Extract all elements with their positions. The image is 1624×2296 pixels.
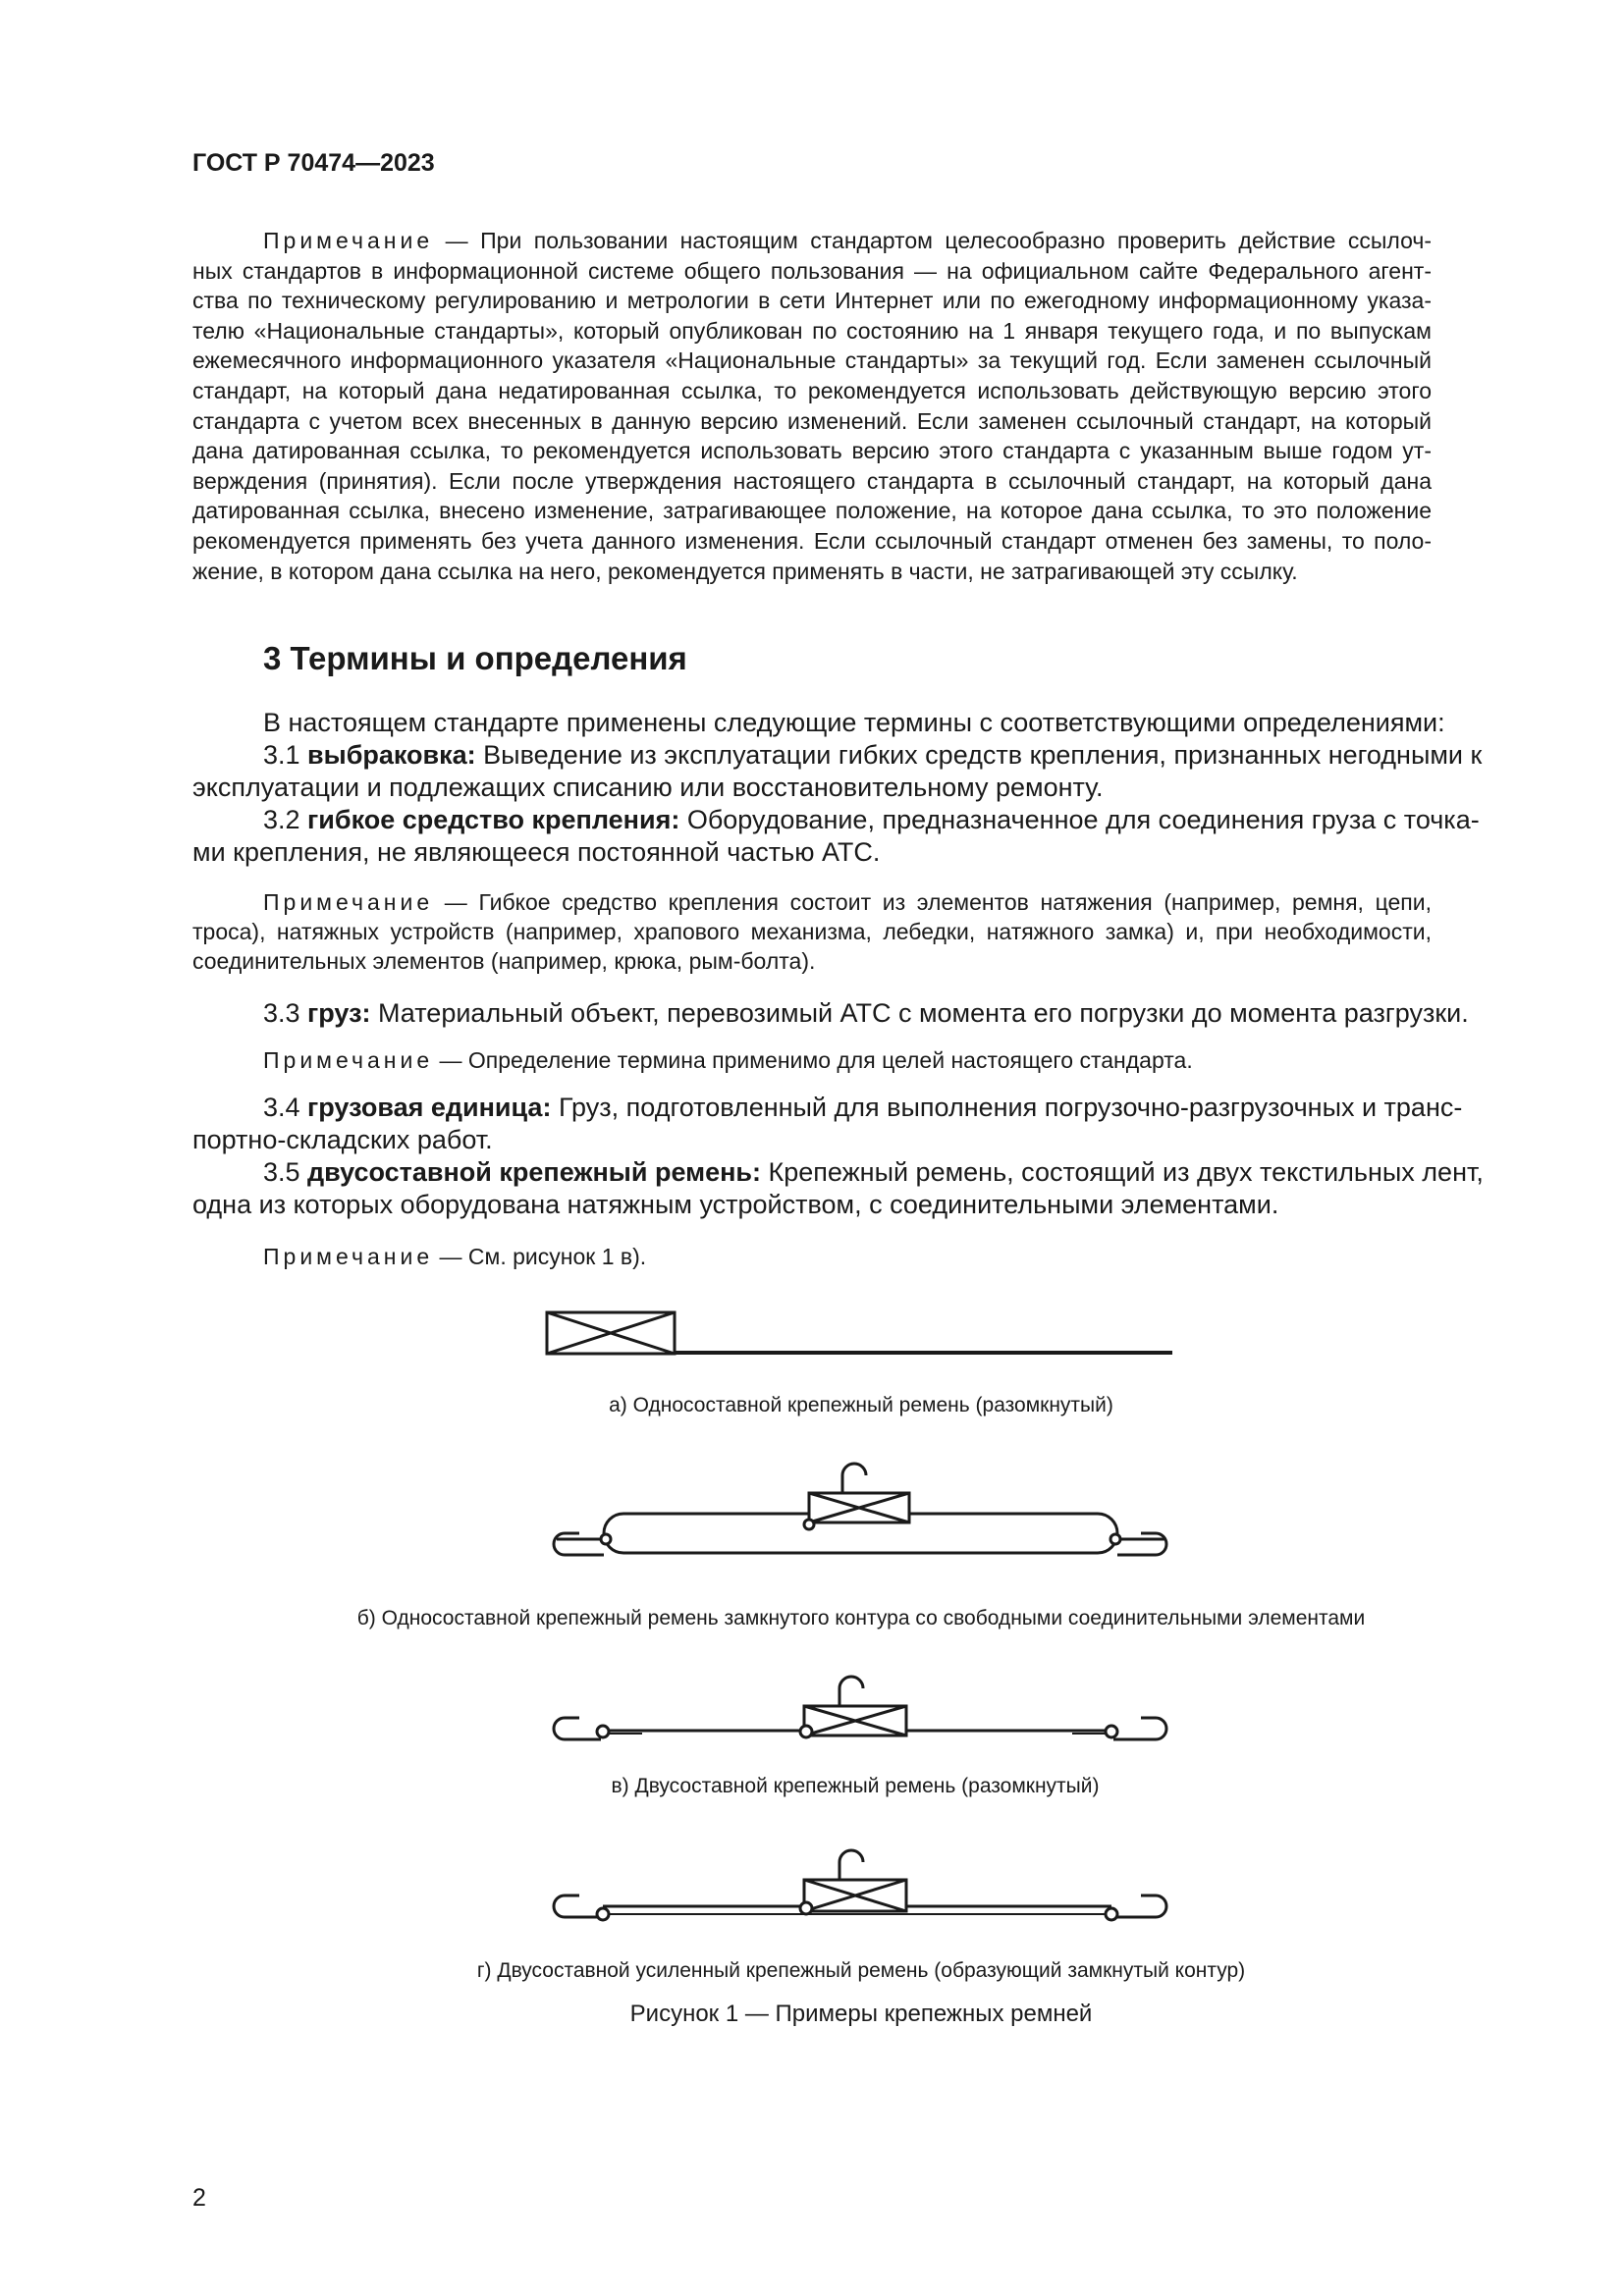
strap-b — [554, 1464, 1166, 1555]
connector-dot — [1106, 1726, 1117, 1737]
note-line: рекомендуется применять без учета данного изменения. Если ссылочный стандарт отменен без замены, то поло- — [192, 527, 1432, 554]
strap-g — [554, 1850, 1166, 1920]
note-line: дана датированная ссылка, то рекомендуется использовать версию этого стандарта с указанным выше годом ут- — [192, 438, 1432, 464]
strap-v — [554, 1677, 1166, 1739]
ratchet-handle — [842, 1464, 866, 1493]
connector-dot — [597, 1908, 609, 1920]
note-3-5: Примечание — См. рисунок 1 в). — [263, 1244, 647, 1269]
note-line: датированная ссылка, внесено изменение, затрагивающее положение, на которое дана ссылка, то это положение — [192, 498, 1432, 524]
note-line: верждения (принятия). Если после утверждения настоящего стандарта в ссылочный стандарт, на который дана — [192, 467, 1432, 494]
hook-left — [554, 1896, 601, 1917]
term-3-1-cont: эксплуатации и подлежащих списанию или восстановительному ремонту. — [192, 773, 1104, 802]
term-name: гибкое средство крепления: — [307, 805, 680, 834]
section-intro: В настоящем стандарте применены следующие термины с соответствующими определениями: — [263, 708, 1445, 737]
note-3-2: Примечание — Гибкое средство крепления состоит из элементов натяжения (например, ремня, цепи, троса), натяжных устройств (например, храпового механизма, лебедки, натяжного замка) и, при необходимости, соединительных элементов (например, крюка, рым-болта). — [192, 889, 1432, 974]
term-3-5: 3.5 двусоставной крепежный ремень: Крепежный ремень, состоящий из двух текстильных лент, — [263, 1157, 1484, 1187]
connector-dot — [804, 1520, 814, 1529]
note-line: — При пользовании настоящим стандартом целесообразно проверить действие ссылоч- — [433, 228, 1432, 253]
ratchet-handle — [839, 1677, 863, 1706]
term-3-3: 3.3 груз: Материальный объект, перевозимый АТС с момента его погрузки до момента разгрузки. — [263, 998, 1469, 1028]
term-3-4-cont: портно-складских работ. — [192, 1125, 493, 1154]
hook-right — [1113, 1718, 1166, 1739]
term-name: груз: — [307, 998, 371, 1028]
note-label: Примечание — [263, 1047, 434, 1073]
strap-a — [547, 1312, 1172, 1354]
note-line: стандарт, на который дана недатированная ссылка, то рекомендуется использовать действующую версию этого — [192, 377, 1432, 403]
note-line: телю «Национальные стандарты», который опубликован по состоянию на 1 января текущего года, и по выпускам — [192, 317, 1432, 344]
connector-dot — [1106, 1908, 1117, 1920]
caption-g: г) Двусоставной усиленный крепежный ремень (образующий замкнутый контур) — [476, 1959, 1246, 1982]
caption-v: в) Двусоставной крепежный ремень (разомкнутый) — [611, 1775, 1100, 1797]
section-title: 3 Термины и определения — [263, 640, 687, 676]
note-line: ства по техническому регулированию и метрологии в сети Интернет или по ежегодному информационному указа- — [192, 288, 1432, 314]
note-3-3: Примечание — Определение термина применимо для целей настоящего стандарта. — [263, 1047, 1193, 1073]
note-label: Примечание — [263, 1244, 434, 1269]
note-line: жение, в котором дана ссылка на него, рекомендуется применять в части, не затрагивающей эту ссылку. — [192, 558, 1298, 584]
note-label: Примечание — [263, 889, 434, 915]
connector-dot — [601, 1534, 611, 1544]
ratchet-handle — [839, 1850, 863, 1880]
page-number: 2 — [192, 2184, 206, 2212]
term-3-1: 3.1 выбраковка: Выведение из эксплуатации гибких средств крепления, признанных негодными к — [263, 740, 1483, 770]
term-3-2: 3.2 гибкое средство крепления: Оборудование, предназначенное для соединения груза с точка- — [263, 805, 1480, 834]
term-3-4: 3.4 грузовая единица: Груз, подготовленный для выполнения погрузочно-разгрузочных и транс- — [263, 1093, 1463, 1122]
caption-a: а) Односоставной крепежный ремень (разомкнутый) — [609, 1394, 1113, 1416]
hook-left — [554, 1533, 604, 1555]
term-name: грузовая единица: — [307, 1093, 552, 1122]
document-code-header: ГОСТ Р 70474—2023 — [192, 149, 435, 177]
note-label: Примечание — [263, 228, 434, 253]
connector-dot — [800, 1902, 812, 1914]
hook-right — [1113, 1896, 1166, 1917]
note-line: ежемесячного информационного указателя «Национальные стандарты» за текущий год. Если заменен ссылочный — [192, 347, 1432, 374]
connector-dot — [597, 1726, 609, 1737]
term-3-2-cont: ми крепления, не являющееся постоянной частью АТС. — [192, 837, 881, 867]
note-line: ных стандартов в информационной системе общего пользования — на официальном сайте Федерального агент- — [192, 257, 1432, 284]
figure-title: Рисунок 1 — Примеры крепежных ремней — [629, 2001, 1093, 2027]
term-3-5-cont: одна из которых оборудована натяжным устройством, с соединительными элементами. — [192, 1190, 1279, 1219]
caption-b: б) Односоставной крепежный ремень замкнутого контура со свободными соединительными элементами — [356, 1607, 1366, 1629]
hook-right — [1117, 1533, 1166, 1555]
term-name: выбраковка: — [307, 740, 476, 770]
connector-dot — [1110, 1534, 1120, 1544]
note-line: стандарта с учетом всех внесенных в данную версию изменений. Если заменен ссылочный стандарт, на который — [192, 407, 1432, 434]
term-name: двусоставной крепежный ремень: — [307, 1157, 761, 1187]
hook-left — [554, 1718, 601, 1739]
connector-dot — [800, 1726, 812, 1737]
